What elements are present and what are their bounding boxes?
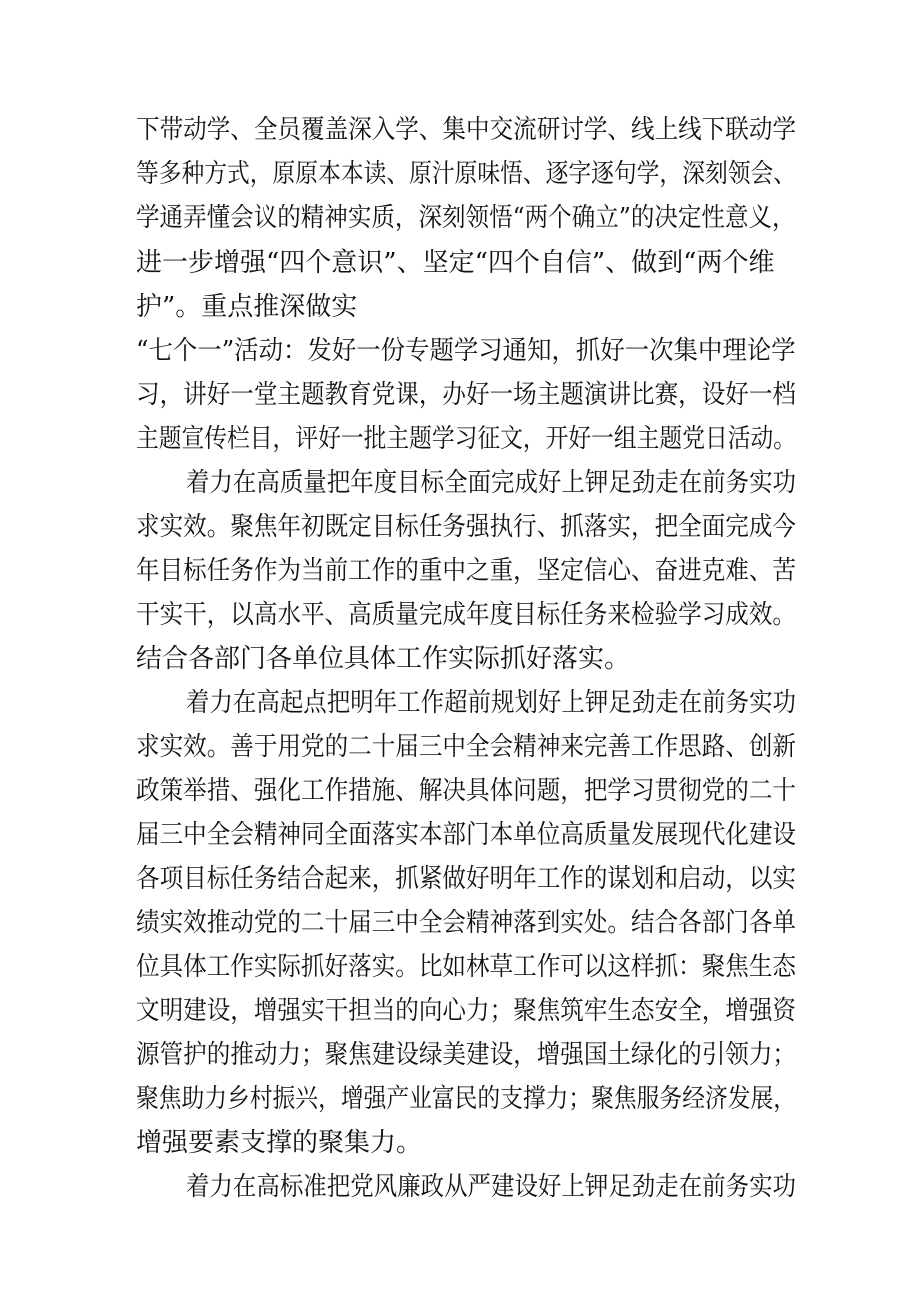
paragraph-first-line: 着力在高起点把明年工作超前规划好上钾足劲走在前务实功 [186,688,797,718]
text-line: 届三中全会精神同全面落实本部门本单位高质量发展现代化建设 [136,820,797,850]
text-line: 下带动学、全员覆盖深入学、集中交流研讨学、线上线下联动学 [136,115,797,145]
text-line: 护”。重点推深做实 [136,292,358,322]
text-line: 绩实效推动党的二十届三中全会精神落到实处。结合各部门各单 [136,908,797,938]
text-line: 结合各部门各单位具体工作实际抓好落实。 [136,644,631,674]
document-body [136,0,796,1301]
text-line: 等多种方式，原原本本读、原汁原味悟、逐字逐句学，深刻领会、 [136,159,796,189]
text-line: “七个一”活动：发好一份专题学习通知，抓好一次集中理论学 [136,336,796,366]
text-line: 政策举措、强化工作措施、解决具体问题，把学习贯彻党的二十 [136,776,797,806]
text-line: 习，讲好一堂主题教育党课，办好一场主题演讲比赛，设好一档 [136,380,797,410]
text-line: 源管护的推动力；聚焦建设绿美建设，增强国土绿化的引领力； [136,1040,797,1070]
text-line: 各项目标任务结合起来，抓紧做好明年工作的谋划和启动，以实 [136,864,797,894]
text-line: 进一步增强“四个意识”、坚定“四个自信”、做到“两个维 [136,248,775,278]
paragraph-first-line: 着力在高质量把年度目标全面完成好上钾足劲走在前务实功 [186,468,797,498]
text-line: 年目标任务作为当前工作的重中之重，坚定信心、奋进克难、苦 [136,556,797,586]
text-line: 聚焦助力乡村振兴，增强产业富民的支撑力；聚焦服务经济发展， [136,1084,796,1114]
text-line: 求实效。善于用党的二十届三中全会精神来完善工作思路、创新 [136,732,797,762]
text-line: 干实干，以高水平、高质量完成年度目标任务来检验学习成效。 [136,600,797,630]
text-line: 位具体工作实际抓好落实。比如林草工作可以这样抓：聚焦生态 [136,952,797,982]
text-line: 主题宣传栏目，评好一批主题学习征文，开好一组主题党日活动。 [136,424,796,454]
text-line: 增强要素支撑的聚集力。 [136,1128,423,1158]
text-line: 学通弄懂会议的精神实质，深刻领悟“两个确立”的决定性意义， [136,203,796,233]
text-line: 文明建设，增强实干担当的向心力；聚焦筑牢生态安全，增强资 [136,996,797,1026]
paragraph-first-line: 着力在高标准把党风廉政从严建设好上钾足劲走在前务实功 [186,1172,797,1202]
text-line: 求实效。聚焦年初既定目标任务强执行、抓落实，把全面完成今 [136,512,797,542]
